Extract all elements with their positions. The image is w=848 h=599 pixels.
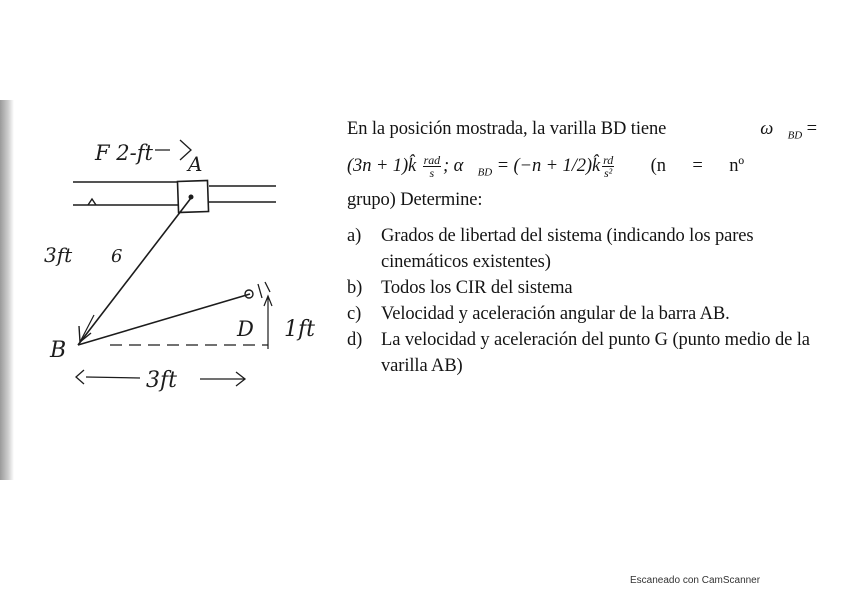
label-number-six: 6 bbox=[111, 246, 123, 267]
omega-subscript: BD bbox=[787, 129, 803, 142]
statement-line-1 bbox=[347, 116, 817, 149]
link-ab bbox=[78, 198, 191, 345]
omega-unit bbox=[423, 154, 441, 179]
omega-symbol: ω⃗ bbox=[760, 119, 788, 139]
question-text: La velocidad y aceleración del punto G (punto medio de la varilla AB) bbox=[381, 330, 810, 377]
question-item-a bbox=[347, 223, 817, 275]
question-item-c bbox=[347, 301, 817, 327]
label-side-d: 1ft bbox=[284, 317, 315, 342]
group-n-equals: = bbox=[692, 155, 703, 176]
problem-statement bbox=[347, 116, 817, 379]
mechanism-sketch bbox=[0, 0, 340, 420]
group-n-text: nº bbox=[729, 155, 745, 176]
alpha-unit-numerator: rd bbox=[603, 152, 614, 167]
omega-equals: = bbox=[806, 119, 817, 139]
statement-intro: En la posición mostrada, la varilla BD tiene bbox=[347, 119, 667, 139]
question-item-d bbox=[347, 327, 817, 379]
omega-unit-denominator: s bbox=[429, 165, 435, 180]
label-point-a: A bbox=[188, 152, 203, 176]
label-point-b: B bbox=[50, 338, 67, 363]
question-list bbox=[347, 223, 817, 379]
omega-definition bbox=[760, 116, 817, 149]
group-note bbox=[651, 156, 744, 176]
alpha-symbol: ; α⃗ bbox=[443, 155, 478, 176]
label-top-dim: F 2-ft bbox=[95, 141, 153, 165]
question-label: a) bbox=[347, 226, 362, 247]
alpha-subscript: BD bbox=[477, 166, 493, 179]
statement-line-2 bbox=[347, 153, 817, 186]
guide-rails bbox=[73, 182, 276, 205]
question-label: b) bbox=[347, 278, 363, 299]
label-point-d: D bbox=[237, 317, 254, 341]
omega-value: (3n + 1)k̂ bbox=[347, 155, 417, 176]
question-text: Todos los CIR del sistema bbox=[381, 278, 573, 299]
alpha-unit-denominator: s² bbox=[604, 165, 613, 180]
vertical-arrow bbox=[264, 296, 272, 349]
alpha-unit bbox=[602, 154, 614, 179]
rod-bd bbox=[78, 294, 250, 345]
question-item-b bbox=[347, 275, 817, 301]
omega-unit-numerator: rad bbox=[423, 152, 441, 167]
scanner-watermark: Escaneado con CamScanner bbox=[630, 575, 761, 586]
top-dimension-marks bbox=[155, 140, 191, 160]
label-length-ab: 3ft bbox=[44, 243, 73, 267]
statement-line-3: grupo) Determine: bbox=[347, 190, 483, 211]
alpha-value: = (−n + 1/2)k̂ bbox=[496, 155, 601, 176]
question-label: c) bbox=[347, 304, 362, 325]
label-bottom-dim: 3ft bbox=[146, 368, 177, 393]
question-text: Velocidad y aceleración angular de la barra AB. bbox=[381, 304, 730, 325]
question-text: Grados de libertad del sistema (indicando los pares cinemáticos existentes) bbox=[381, 226, 754, 273]
group-n-open: (n bbox=[650, 155, 666, 176]
link-ab-arrow bbox=[80, 315, 94, 342]
question-label: d) bbox=[347, 330, 363, 351]
